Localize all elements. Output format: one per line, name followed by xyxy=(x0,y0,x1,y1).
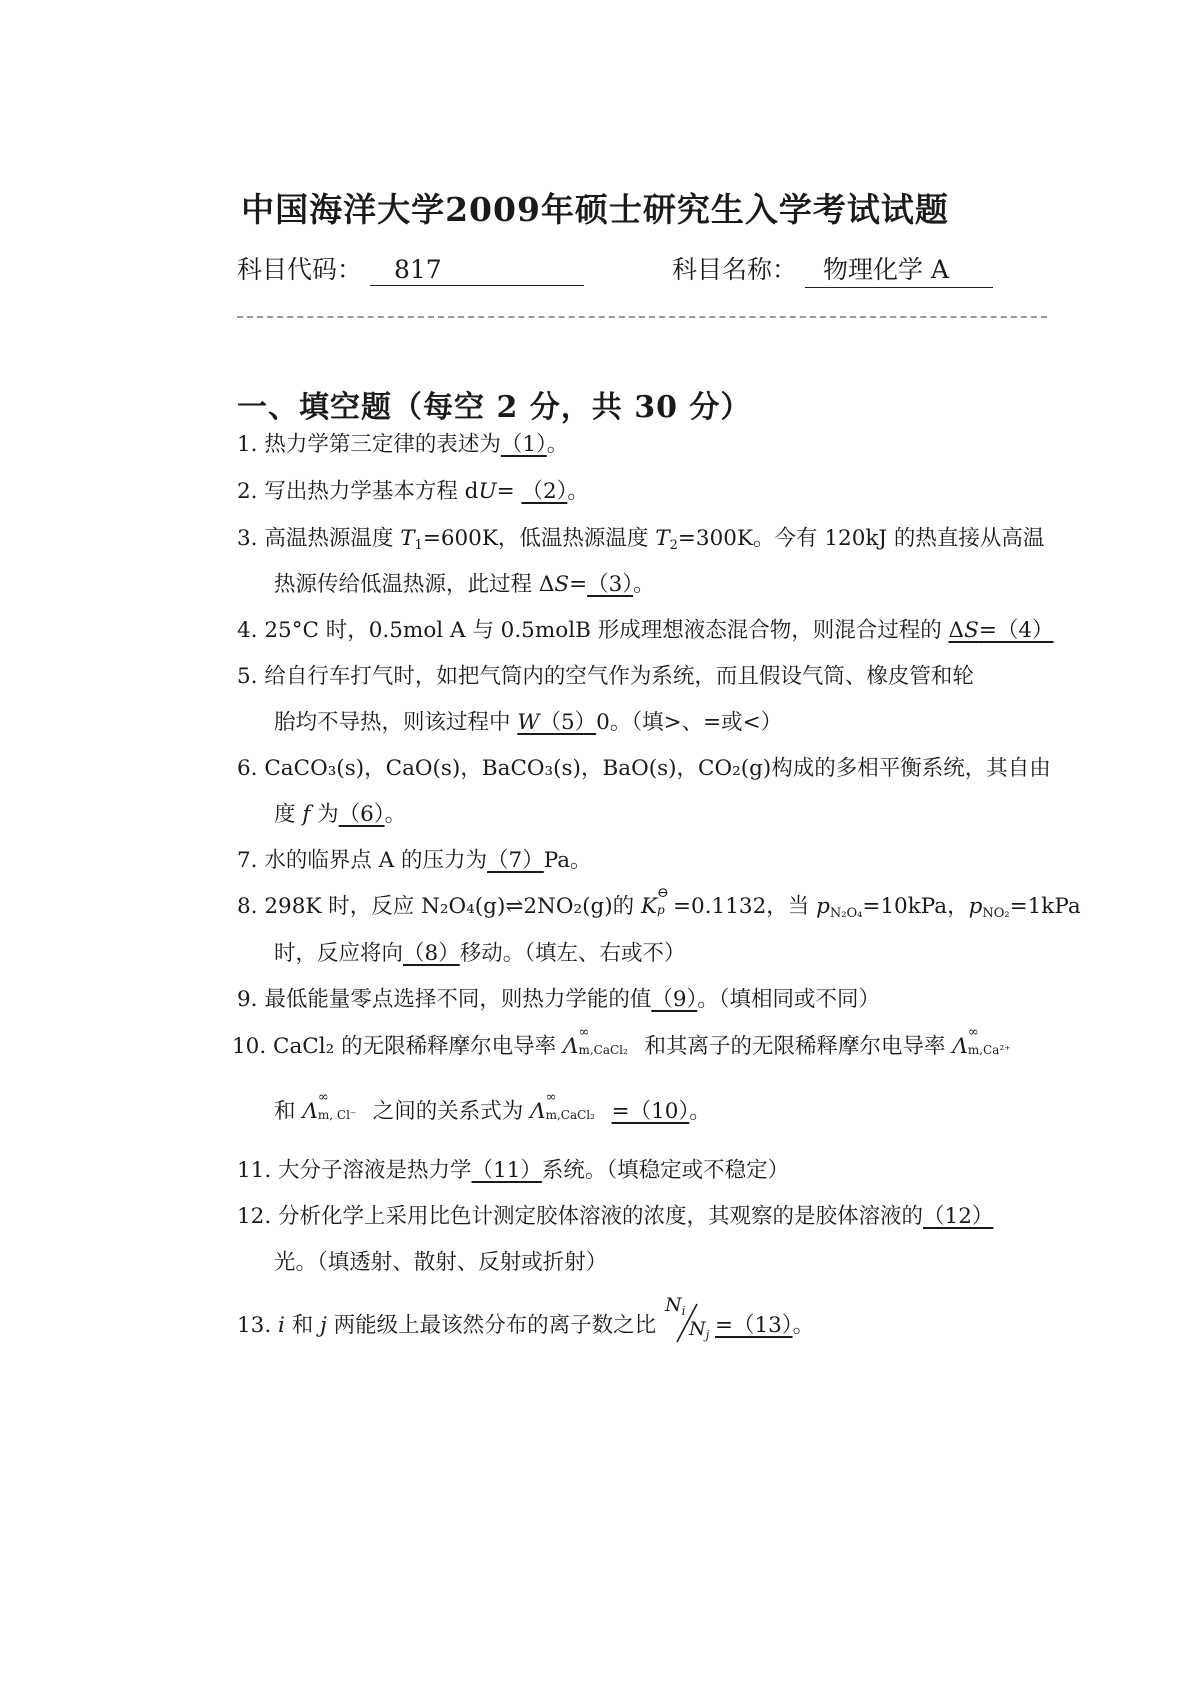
question-11-text: 11. 大分子溶液是热力学 xyxy=(237,1158,472,1183)
question-10-lambda-3-scripts xyxy=(317,1090,366,1124)
blank-5-label: （5） xyxy=(539,710,597,735)
question-5-line-1: 5. 给自行车打气时，如把气筒内的空气作为系统，而且假设气筒、橡皮管和轮 xyxy=(237,664,974,689)
question-10-lambda-4-scripts xyxy=(545,1090,612,1124)
subject-name-label: 科目名称： xyxy=(672,255,798,284)
question-6-text-a: 度 xyxy=(274,802,303,827)
question-3-text-a: 3. 高温热源温度 xyxy=(237,526,401,551)
question-13-text-a: 13. xyxy=(237,1313,279,1338)
blank-4-label: =（4） xyxy=(978,618,1054,643)
blank-10: =（10） xyxy=(611,1099,690,1124)
ratio-denominator-sub: j xyxy=(705,1328,710,1342)
question-2-text: 2. 写出热力学基本方程 d xyxy=(237,479,479,504)
question-1-tail: 。 xyxy=(546,432,569,457)
question-13-j: j xyxy=(320,1313,327,1338)
question-11-tail: 系统。（填稳定或不稳定） xyxy=(541,1158,790,1183)
question-3-T1: T xyxy=(400,526,415,551)
blank-4 xyxy=(949,618,1054,643)
question-3-tail: 。 xyxy=(633,572,655,597)
blank-6: （6） xyxy=(338,802,385,827)
blank-3: （3） xyxy=(587,572,634,597)
question-10-sub-1: m,CaCl₂ xyxy=(578,1043,628,1057)
question-4 xyxy=(237,618,1054,644)
blank-4-S: S xyxy=(964,618,979,643)
subject-code-label: 科目代码： xyxy=(237,255,363,284)
question-3-text-c: =300K。今有 120kJ 的热直接从高温 xyxy=(677,526,1045,551)
question-8-text-b: =0.1132，当 xyxy=(673,894,817,919)
question-6-text-b: 为 xyxy=(310,802,339,827)
question-10-lambda-4: Λ xyxy=(530,1099,546,1124)
question-10-inf-4: ∞ xyxy=(545,1090,557,1105)
question-10-inf-3: ∞ xyxy=(317,1090,329,1105)
question-8-text-e: 时，反应将向 xyxy=(274,941,404,966)
question-10-lambda-1-scripts xyxy=(578,1025,644,1059)
question-3-T1-sub: 1 xyxy=(414,538,423,553)
question-10-inf-1: ∞ xyxy=(578,1025,590,1040)
ratio-denominator xyxy=(689,1318,709,1342)
question-3-T2: T xyxy=(655,526,670,551)
blank-11: （11） xyxy=(471,1158,542,1183)
question-3-S: S xyxy=(554,572,570,597)
question-5-text-a: 胎均不导热，则该过程中 xyxy=(274,710,518,735)
question-2-tail: 。 xyxy=(567,479,589,504)
question-3-text-b: =600K，低温热源温度 xyxy=(422,526,656,551)
question-13-i: i xyxy=(278,1313,285,1338)
question-10-lambda-3: Λ xyxy=(302,1099,318,1124)
question-6-line-2 xyxy=(274,802,406,828)
ratio-denominator-N: N xyxy=(688,1318,706,1340)
blank-2: （2） xyxy=(521,479,568,504)
question-10-inf-2: ∞ xyxy=(967,1025,979,1040)
question-10-lambda-2-scripts xyxy=(967,1025,1024,1059)
blank-8: （8） xyxy=(403,941,460,966)
blank-5 xyxy=(517,710,596,735)
section-title: 一、填空题（每空 2 分，共 30 分） xyxy=(237,390,752,425)
question-8-line-2 xyxy=(274,941,685,967)
question-6-line-1: 6. CaCO₃(s)，CaO(s)，BaCO₃(s)，BaO(s)，CO₂(g)构成的多相平衡系统，其自由 xyxy=(237,756,1051,781)
question-8-p1: p xyxy=(816,894,830,919)
question-13-text-c: 两能级上最该然分布的离子数之比 xyxy=(326,1313,663,1338)
subject-code xyxy=(237,250,584,286)
question-2-eq: = xyxy=(496,479,522,504)
question-10-line-1 xyxy=(232,1025,1024,1060)
question-10-sub-2: m,Ca²⁺ xyxy=(967,1043,1011,1057)
question-3-text-d: 热源传给低温热源，此过程 Δ xyxy=(274,572,555,597)
question-12-line-1 xyxy=(237,1204,993,1230)
question-6-f: f xyxy=(302,802,311,827)
question-10-lambda-2: Λ xyxy=(952,1034,968,1059)
question-10-tail: 。 xyxy=(689,1099,711,1124)
question-10-text-a: 10. CaCl₂ 的无限稀释摩尔电导率 xyxy=(232,1034,563,1059)
question-10-sub-3: m, Cl⁻ xyxy=(317,1108,357,1122)
question-6-tail: 。 xyxy=(384,802,407,827)
ratio-numerator-N: N xyxy=(664,1294,682,1316)
question-9-text: 9. 最低能量零点选择不同，则热力学能的值 xyxy=(237,987,652,1012)
question-8-text-a: 8. 298K 时，反应 N₂O₄(g)⇌2NO₂(g)的 xyxy=(237,894,641,919)
question-8-p2-sub: NO₂ xyxy=(982,906,1010,921)
question-8-text-d: =1kPa xyxy=(1009,894,1081,919)
blank-4-delta: Δ xyxy=(948,618,965,643)
question-8-K-sup: ⊖ xyxy=(657,885,669,901)
question-12-line-2: 光。（填透射、散射、反射或折射） xyxy=(274,1250,608,1275)
question-10-line-2 xyxy=(274,1090,711,1125)
question-5-text-b: 0。（填>、=或<） xyxy=(596,710,783,735)
question-7-tail: Pa。 xyxy=(543,848,592,873)
question-8-K-sub: p xyxy=(657,903,665,917)
blank-1: （1） xyxy=(500,432,547,457)
question-11 xyxy=(237,1158,789,1184)
subject-name-value: 物理化学 A xyxy=(805,250,993,288)
question-3-line-2 xyxy=(274,572,655,598)
question-10-text-b: 和其离子的无限稀释摩尔电导率 xyxy=(644,1034,953,1059)
question-8-p2: p xyxy=(968,894,983,919)
question-4-text: 4. 25°C 时，0.5mol A 与 0.5molB 形成理想液态混合物，则混合过程的 xyxy=(237,618,949,643)
question-10-text-d: 之间的关系式为 xyxy=(365,1099,531,1124)
question-12-text: 12. 分析化学上采用比色计测定胶体溶液的浓度，其观察的是胶体溶液的 xyxy=(237,1204,924,1229)
question-8-K: K xyxy=(640,894,658,919)
subject-code-value: 817 xyxy=(370,255,584,286)
ratio-fraction xyxy=(663,1294,715,1344)
question-3-line-1 xyxy=(237,526,1044,554)
question-7-text: 7. 水的临界点 A 的压力为 xyxy=(237,848,488,873)
question-13 xyxy=(237,1294,815,1344)
question-3-eq: = xyxy=(569,572,588,597)
blank-13: =（13） xyxy=(714,1313,793,1338)
question-13-text-b: 和 xyxy=(284,1313,321,1338)
question-1-text: 1. 热力学第三定律的表述为 xyxy=(237,432,501,457)
dashed-divider xyxy=(237,316,1047,318)
blank-12: （12） xyxy=(923,1204,994,1229)
question-2-var: U xyxy=(478,479,497,504)
exam-title: 中国海洋大学2009年硕士研究生入学考试试题 xyxy=(241,190,949,229)
question-3-T2-sub: 2 xyxy=(669,538,678,553)
question-9-tail: 。（填相同或不同） xyxy=(697,987,881,1012)
question-8-K-scripts xyxy=(657,885,673,919)
question-5-line-2 xyxy=(274,710,782,736)
question-8-text-c: =10kPa， xyxy=(862,894,969,919)
question-13-tail: 。 xyxy=(792,1313,815,1338)
subject-name xyxy=(672,250,993,288)
question-10-sub-4: m,CaCl₂ xyxy=(545,1108,595,1122)
question-7 xyxy=(237,848,592,874)
question-2 xyxy=(237,479,589,505)
question-10-lambda-1: Λ xyxy=(562,1034,579,1059)
ratio-numerator-sub: i xyxy=(681,1304,686,1318)
question-8-p1-sub: N₂O₄ xyxy=(829,906,863,921)
question-5-W: W xyxy=(517,710,540,735)
question-1 xyxy=(237,432,568,458)
blank-9: （9） xyxy=(651,987,698,1012)
ratio-numerator xyxy=(665,1294,685,1318)
question-9 xyxy=(237,987,880,1013)
question-8-line-1 xyxy=(237,885,1081,922)
blank-7: （7） xyxy=(487,848,544,873)
question-8-text-f: 移动。（填左、右或不） xyxy=(459,941,686,966)
question-10-text-c: 和 xyxy=(274,1099,303,1124)
